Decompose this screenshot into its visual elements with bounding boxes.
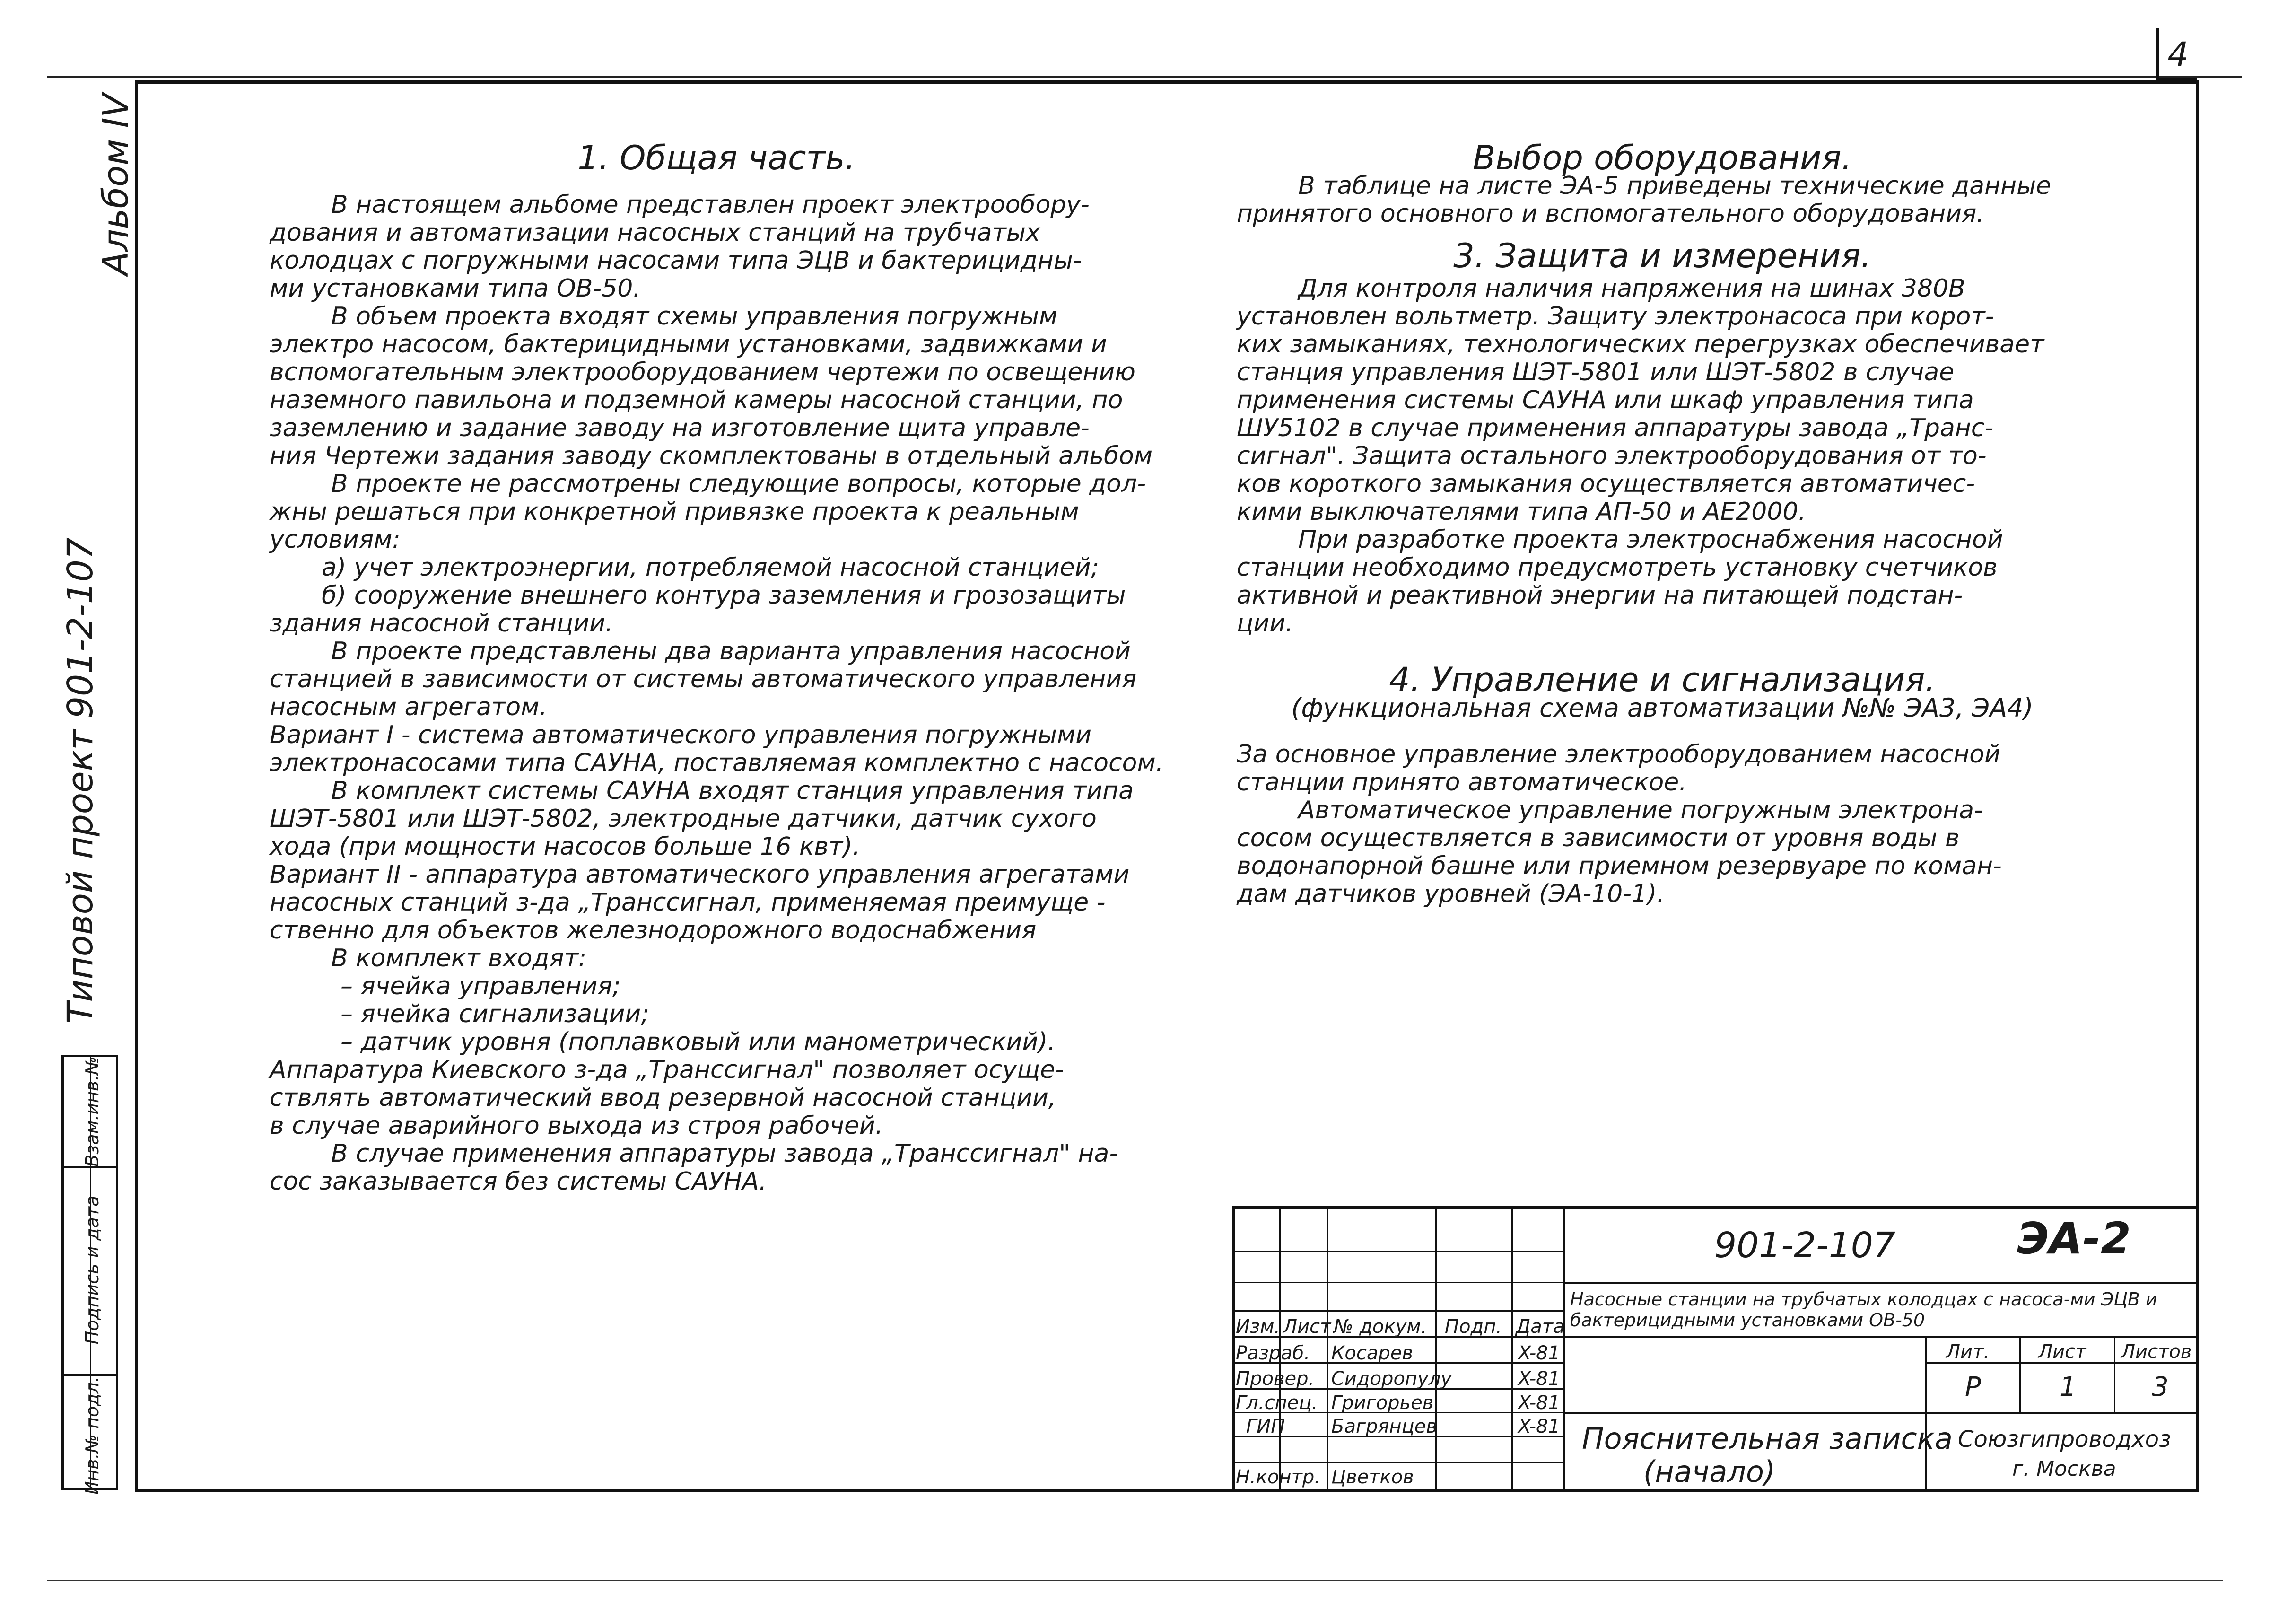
text-line: станцией в зависимости от системы автоматического управления	[270, 665, 1137, 693]
role-label: Провер.	[1236, 1368, 1315, 1390]
text-line: колодцах с погружными насосами типа ЭЦВ и бактерицидны-	[270, 246, 1082, 275]
section-heading: 1. Общая часть.	[577, 139, 856, 177]
document-subtitle: (начало)	[1643, 1454, 1776, 1489]
text-line: насосным агрегатом.	[270, 693, 547, 721]
role-label: Гл.спец.	[1236, 1392, 1318, 1414]
tb-grid	[1563, 1336, 2199, 1338]
tb-border	[1232, 1206, 1235, 1490]
title-block	[1232, 1206, 2199, 1490]
text-line: наземного павильона и подземной камеры насосной станции, по	[270, 386, 1123, 414]
organization-city: г. Москва	[2012, 1457, 2116, 1481]
text-line: электро насосом, бактерицидными установками, задвижками и	[270, 330, 1107, 359]
side-stamp	[61, 1055, 118, 1495]
list-item: – датчик уровня (поплавковый или манометрический).	[340, 1028, 1056, 1056]
text-line: Вариант II - аппаратура автоматического управления агрегатами	[270, 860, 1130, 889]
text-line: б) сооружение внешнего контура заземления и грозозащиты	[322, 581, 1126, 610]
role-label: Н.контр.	[1236, 1466, 1320, 1488]
text-line: станция управления ШЭТ-5801 или ШЭТ-5802 в случае	[1237, 358, 1955, 386]
stamp-replace-label: Взам.инв.№	[82, 1056, 103, 1167]
text-line: В настоящем альбоме представлен проект электрообору-	[331, 191, 1090, 219]
text-line: ния Чертежи задания заводу скомплектованы в отдельный альбом	[270, 442, 1153, 470]
tb-grid	[1232, 1282, 1563, 1283]
section-subheading: (функциональная схема автоматизации №№ ЭА3, ЭА4)	[1291, 693, 2034, 723]
stage-value: 1	[2060, 1372, 2077, 1402]
project-description: Насосные станции на трубчатых колодцах с насоса-ми ЭЦВ и бактерицидными установками ОВ-50	[1570, 1289, 2157, 1331]
text-line: За основное управление электрооборудованием насосной	[1237, 740, 2000, 769]
text-line: сигнал". Защита остального электрооборудования от то-	[1237, 442, 1987, 470]
text-line: применения системы САУНА или шкаф управления типа	[1237, 386, 1974, 414]
stamp-inv-label: Инв.№ подл.	[82, 1376, 103, 1495]
text-line: станции необходимо предусмотреть установку счетчиков	[1237, 553, 1998, 582]
stage-header: Лист	[2038, 1341, 2086, 1363]
organization: Союзгипроводхоз	[1958, 1426, 2171, 1453]
text-line: ких замыканиях, технологических перегрузках обеспечивает	[1237, 330, 2044, 359]
tb-grid	[2019, 1336, 2021, 1412]
person-name: Багрянцев	[1331, 1416, 1437, 1437]
stage-value: Р	[1965, 1372, 1981, 1402]
text-line: В комплект системы САУНА входят станция управления типа	[331, 777, 1134, 805]
sign-date: X-81	[1518, 1368, 1561, 1390]
text-line: ми установками типа ОВ-50.	[270, 274, 641, 303]
text-line: жны решаться при конкретной привязке проекта к реальным	[270, 498, 1079, 526]
text-line: Аппаратура Киевского з-да „Транссигнал" позволяет осуще-	[270, 1056, 1064, 1084]
text-line: дам датчиков уровней (ЭА-10-1).	[1237, 880, 1665, 908]
section-heading: 3. Защита и измерения.	[1453, 236, 1871, 275]
text-line: насосных станций з-да „Транссигнал, применяемая преимуще -	[270, 888, 1106, 917]
tb-grid	[1232, 1310, 1563, 1312]
text-line: В случае применения аппаратуры завода „Транссигнал" на-	[331, 1139, 1118, 1168]
text-line: В проекте не рассмотрены следующие вопросы, которые дол-	[331, 470, 1146, 498]
text-line: Вариант I - система автоматического управления погружными	[270, 721, 1092, 749]
person-name: Цветков	[1331, 1466, 1414, 1488]
stamp-rule	[64, 1374, 116, 1376]
tb-grid	[1925, 1336, 1927, 1490]
right-column	[1237, 139, 2088, 908]
sign-date: X-81	[1518, 1392, 1561, 1414]
sign-date: X-81	[1518, 1416, 1561, 1437]
text-line: станции принято автоматическое.	[1237, 768, 1687, 797]
tb-grid	[1327, 1206, 1328, 1490]
text-line: дования и автоматизации насосных станций на трубчатых	[270, 219, 1040, 247]
text-line: установлен вольтметр. Защиту электронасоса при корот-	[1237, 302, 1994, 331]
sheet-corner-number: 4	[2156, 28, 2197, 80]
text-line: Для контроля наличия напряжения на шинах 380В	[1298, 274, 1965, 303]
stage-header: Лит.	[1946, 1341, 1990, 1363]
role-label: Разраб.	[1236, 1342, 1310, 1364]
section-heading: 4. Управление и сигнализация.	[1389, 660, 1936, 699]
col-header: Изм.	[1236, 1316, 1281, 1338]
sheet-code: ЭА-2	[2017, 1213, 2131, 1264]
tb-grid	[1563, 1282, 2199, 1284]
sheet-top-edge	[47, 76, 2242, 78]
text-line: а) учет электроэнергии, потребляемой насосной станцией;	[322, 553, 1100, 582]
project-code: 901-2-107	[1714, 1225, 1895, 1266]
text-line: ственно для объектов железнодорожного водоснабжения	[270, 916, 1037, 945]
tb-grid	[1232, 1462, 1563, 1463]
document-title: Пояснительная записка	[1582, 1421, 1953, 1456]
col-header: Подп.	[1445, 1316, 1502, 1338]
left-column	[270, 139, 1164, 1196]
list-item: – ячейка управления;	[340, 972, 621, 1000]
role-label: ГИП	[1246, 1416, 1285, 1437]
tb-grid	[1435, 1206, 1437, 1490]
text-line: ков короткого замыкания осуществляется автоматичес-	[1237, 470, 1975, 498]
list-item: – ячейка сигнализации;	[340, 1000, 649, 1028]
text-line: сосом осуществляется в зависимости от уровня воды в	[1237, 824, 1960, 852]
stage-header: Листов	[2121, 1341, 2192, 1363]
col-header: Дата	[1516, 1316, 1565, 1338]
col-header: № докум.	[1334, 1316, 1427, 1338]
tb-grid	[1563, 1206, 1565, 1490]
side-project-title: Типовой проект 901-2-107	[60, 537, 101, 1024]
stamp-signature-label: Подпись и дата	[82, 1195, 103, 1345]
text-line: водонапорной башне или приемном резервуаре по коман-	[1237, 852, 2002, 880]
person-name: Сидоропулу	[1331, 1368, 1452, 1390]
stage-value: 3	[2152, 1372, 2169, 1402]
tb-border	[1232, 1206, 2199, 1209]
text-line: В таблице на листе ЭА-5 приведены технические данные	[1298, 172, 2052, 200]
text-line: условиям:	[270, 525, 401, 554]
text-line: При разработке проекта электроснабжения насосной	[1298, 525, 2003, 554]
section-heading: Выбор оборудования.	[1473, 139, 1852, 177]
sheet-bottom-edge	[47, 1580, 2223, 1581]
text-line: в случае аварийного выхода из строя рабочей.	[270, 1112, 883, 1140]
person-name: Григорьев	[1331, 1392, 1434, 1414]
person-name: Косарев	[1331, 1342, 1413, 1364]
text-line: активной и реактивной энергии на питающей подстан-	[1237, 581, 1963, 610]
text-line: ции.	[1237, 609, 1293, 638]
text-line: В комплект входят:	[331, 944, 587, 972]
tb-grid	[2114, 1336, 2115, 1412]
text-line: хода (при мощности насосов больше 16 квт).	[270, 832, 861, 861]
col-header: Лист	[1283, 1316, 1331, 1338]
text-line: электронасосами типа САУНА, поставляемая комплектно с насосом.	[270, 749, 1164, 777]
tb-grid	[1511, 1206, 1513, 1490]
text-line: Автоматическое управление погружным электрона-	[1298, 796, 1983, 824]
text-line: В проекте представлены два варианта управления насосной	[331, 637, 1131, 666]
text-line: заземлению и задание заводу на изготовление щита управле-	[270, 414, 1090, 442]
tb-grid	[1232, 1251, 1563, 1252]
text-line: ШЭТ-5801 или ШЭТ-5802, электродные датчики, датчик сухого	[270, 805, 1097, 833]
text-line: здания насосной станции.	[270, 609, 613, 638]
text-line: В объем проекта входят схемы управления погружным	[331, 302, 1058, 331]
sign-date: X-81	[1518, 1342, 1561, 1364]
text-line: ШУ5102 в случае применения аппаратуры завода „Транс-	[1237, 414, 1994, 442]
text-line: вспомогательным электрооборудованием чертежи по освещению	[270, 358, 1135, 386]
text-line: сос заказывается без системы САУНА.	[270, 1167, 767, 1196]
side-album-label: Альбом IV	[96, 93, 136, 276]
tb-grid	[1563, 1412, 2199, 1414]
text-line: кими выключателями типа АП-50 и АЕ2000.	[1237, 498, 1807, 526]
text-line: принятого основного и вспомогательного оборудования.	[1237, 200, 1984, 228]
text-line: ствлять автоматический ввод резервной насосной станции,	[270, 1084, 1056, 1112]
